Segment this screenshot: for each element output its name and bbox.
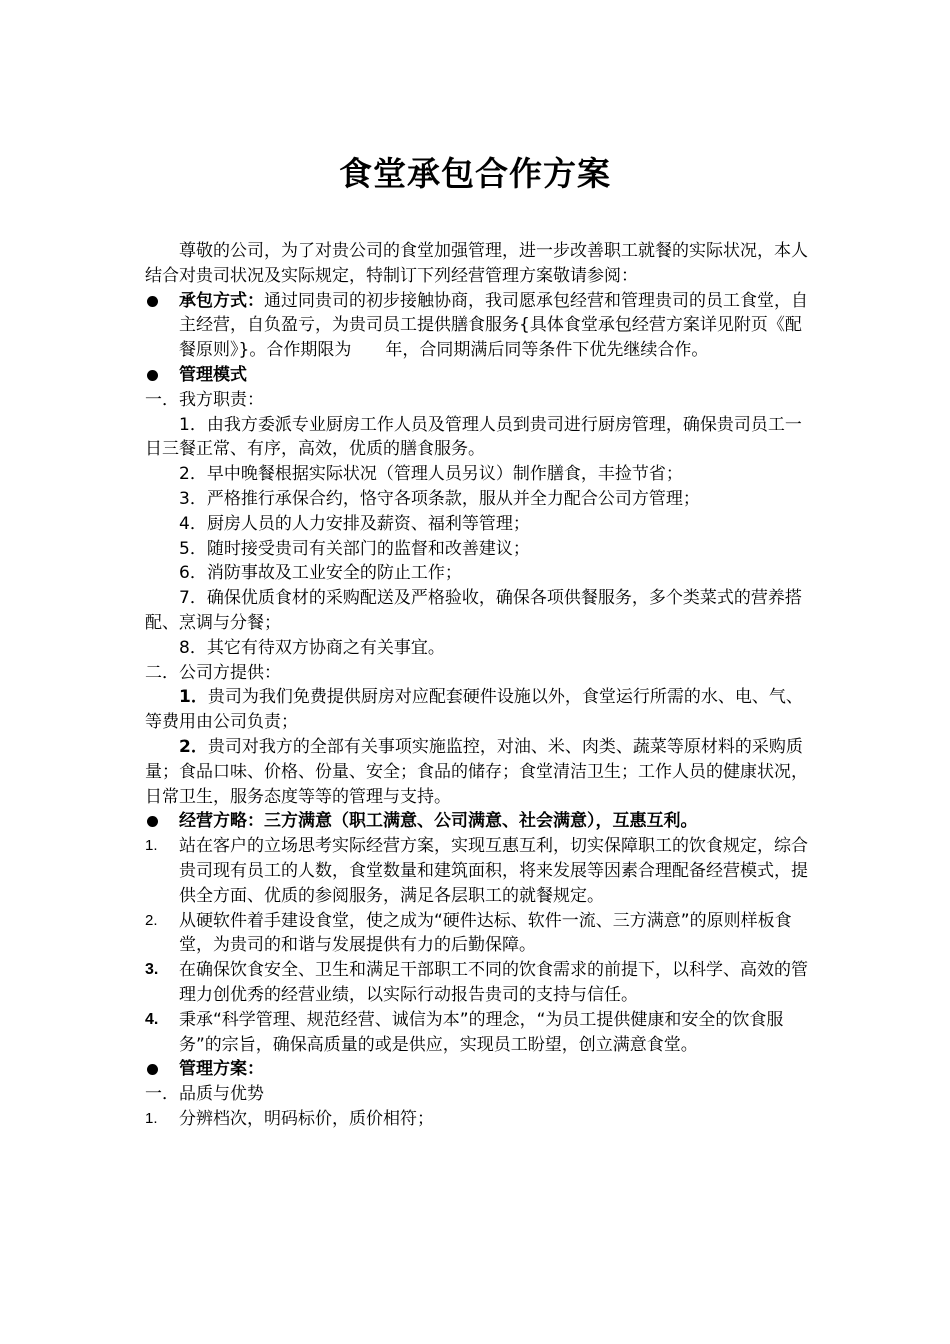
mgmt-mode-heading: 管理模式 [179,364,247,385]
plan-subheading: 一．品质与优势 [145,1084,264,1105]
bullet-contract [145,289,817,363]
bullet-plan [145,1057,817,1082]
item-number: 1. [145,837,158,855]
ours-heading: 一．我方职责： [145,389,264,410]
list-item: 7．确保优质食材的采购配送及严格验收，确保各项供餐服务，多个类菜式的营养搭配、烹调与分餐； [145,588,802,633]
item-text: 站在客户的立场思考实际经营方案，实现互惠互利，切实保障职工的饮食规定，综合贵司现有员工的人数，食堂数量和建筑面积，将来发展等因素合理配备经营模式，提供全方面、优质的参阅服务，满足各层职工的就餐规定。 [179,836,808,906]
list-item [145,909,817,959]
bullet-strategy [145,809,817,834]
company-heading: 二．公司方提供： [145,662,281,683]
list-item: 5．随时接受贵司有关部门的监督和改善建议； [179,538,530,559]
item-number: 2. [145,911,158,929]
item-text: 贵司为我们免费提供厨房对应配套硬件设施以外，食堂运行所需的水、电、气、等费用由公司负责； [145,687,803,733]
bullet-mgmt-mode [145,363,817,388]
item-number: 3. [145,961,159,979]
strategy-heading: 经营方略：三方满意（职工满意、公司满意、社会满意），互惠互利。 [179,811,698,832]
item-number: 4. [145,1010,159,1028]
page-title: 食堂承包合作方案 [339,154,611,193]
list-item [145,834,817,908]
bullet-icon [145,363,179,389]
item-text: 贵司对我方的全部有关事项实施监控，对油、米、肉类、蔬菜等原材料的采购质量；食品口味、价格、份量、安全；食品的储存；食堂清洁卫生；工作人员的健康状况，日常卫生，服务态度等等的管理与支持。 [145,736,808,807]
list-item [145,1107,817,1132]
list-item: 6．消防事故及工业安全的防止工作； [179,563,462,584]
list-item: 4．厨房人员的人力安排及薪资、福利等管理； [179,513,530,534]
list-item [145,735,817,809]
list-item [145,958,817,1008]
list-item [145,685,817,735]
intro-paragraph: 尊敬的公司，为了对贵公司的食堂加强管理，进一步改善职工就餐的实际状况，本人结合对贵司状况及实际规定，特制订下列经营管理方案敬请参阅： [145,241,808,286]
list-item [145,1008,817,1058]
plan-heading: 管理方案： [179,1059,264,1080]
list-item: 8．其它有待双方协商之有关事宜。 [179,637,445,658]
contract-heading: 承包方式： [179,290,264,311]
bullet-icon [145,809,179,835]
document-body [145,239,817,1132]
bullet-icon [145,1057,179,1083]
item-text: 秉承“科学管理、规范经营、诚信为本”的理念，“为员工提供健康和安全的饮食服务”的宗旨，确保高质量的或是供应，实现员工盼望，创立满意食堂。 [179,1009,784,1055]
item-number: 1． [179,687,208,708]
bullet-icon [145,289,179,315]
item-number: 2． [179,736,208,757]
item-number: 1. [145,1109,158,1127]
list-item: 3．严格推行承保合约，恪守各项条款，服从并全力配合公司方管理； [179,488,700,509]
list-item: 1．由我方委派专业厨房工作人员及管理人员到贵司进行厨房管理，确保贵司员工一日三餐正常、有序，高效，优质的膳食服务。 [145,414,802,460]
contract-text: 通过同贵司的初步接触协商，我司愿承包经营和管理贵司的员工食堂，自主经营，自负盈亏，为贵司员工提供膳食服务{具体食堂承包经营方案详见附页《配餐原则》}。合作期限为 年，合同期满后同等条件下优先继续合作。 [179,290,808,361]
item-text: 从硬软件着手建设食堂，使之成为“硬件达标、软件一流、三方满意”的原则样板食堂，为贵司的和谐与发展提供有力的后勤保障。 [179,910,792,956]
list-item: 2．早中晚餐根据实际状况（管理人员另议）制作膳食，丰捡节省； [179,464,683,485]
item-text: 分辨档次，明码标价，质价相符； [179,1108,434,1129]
item-text: 在确保饮食安全、卫生和满足干部职工不同的饮食需求的前提下，以科学、高效的管理力创优秀的经营业绩，以实际行动报告贵司的支持与信任。 [179,960,808,1005]
